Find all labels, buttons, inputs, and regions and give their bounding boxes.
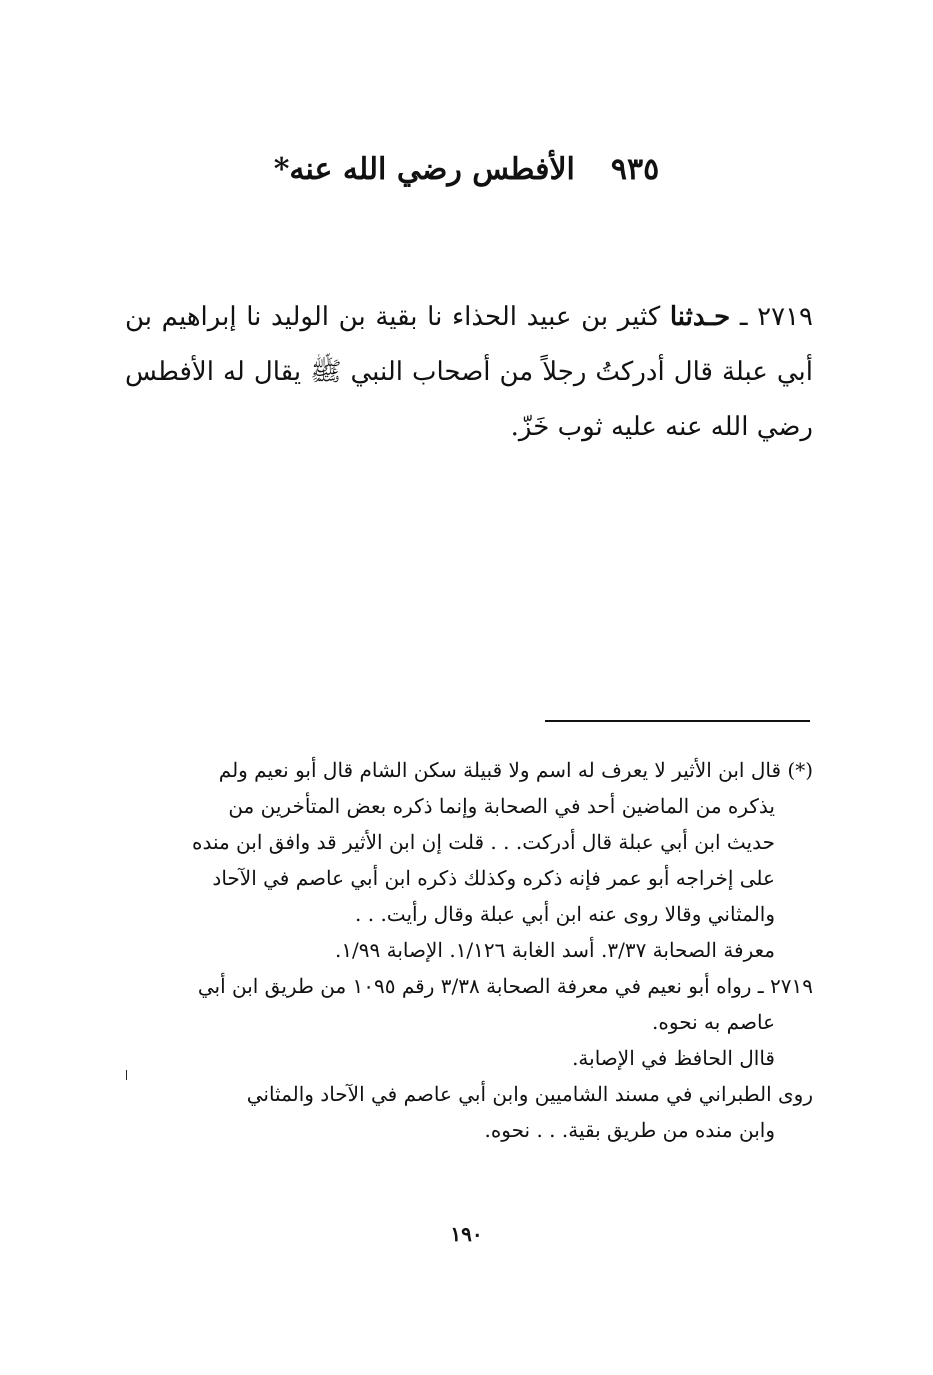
footnote-sources: معرفة الصحابة ٣/٣٧. أسد الغابة ١/١٢٦. الإصابة ١/٩٩. <box>334 938 775 962</box>
footnote-line: (*) قال ابن الأثير لا يعرف له اسم ولا قبيلة سكن الشام قال أبو نعيم ولم <box>218 758 813 782</box>
footnote-line: والمثاني وقالا روى عنه ابن أبي عبلة وقال رأيت. . . <box>355 902 775 926</box>
footnotes <box>125 752 813 1148</box>
hadith-number: ٢٧١٩ ـ <box>739 302 813 332</box>
footnote-line: يذكره من الماضين أحد في الصحابة وإنما ذكره بعض المتأخرين من <box>228 794 775 818</box>
hadith-text <box>125 290 813 455</box>
scan-mark <box>126 1070 127 1080</box>
footnote-line: قاال الحافظ في الإصابة. <box>572 1046 775 1070</box>
footnote-marker: (*) <box>787 758 813 782</box>
footnote-line: عاصم به نحوه. <box>652 1010 775 1034</box>
footnote-line: ٢٧١٩ ـ رواه أبو نعيم في معرفة الصحابة ٣/٣٨ رقم ١٠٩٥ من طريق ابن أبي <box>197 974 813 998</box>
footnote-line: على إخراجه أبو عمر فإنه ذكره وكذلك ذكره ابن أبي عاصم في الآحاد <box>212 866 775 890</box>
page-number: ١٩٠ <box>450 1222 483 1246</box>
chapter-number: ٩٣٥ <box>610 152 660 187</box>
chapter-heading <box>0 150 933 190</box>
footnote-line: روى الطبراني في مسند الشاميين وابن أبي عاصم في الآحاد والمثاني <box>246 1082 813 1106</box>
footnote-biography <box>125 752 813 968</box>
footnote-hadith-2719 <box>125 968 813 1148</box>
hadith-lead-word: حـدثنا <box>669 302 731 332</box>
footnote-separator <box>545 720 810 722</box>
footnote-line: حديث ابن أبي عبلة قال أدركت. . . قلت إن ابن الأثير قد وافق ابن منده <box>191 830 775 854</box>
chapter-title: الأفطس رضي الله عنه* <box>273 152 575 187</box>
hadith-body: كثير بن عبيد الحذاء نا بقية بن الوليد نا إبراهيم بن أبي عبلة قال أدركتُ رجلاً من أصحاب النبي ﷺ يقال له الأفطس رضي الله عنه عليه ثوب خَزّ. <box>125 302 813 442</box>
footnote-line: وابن منده من طريق بقية. . . نحوه. <box>484 1118 775 1142</box>
